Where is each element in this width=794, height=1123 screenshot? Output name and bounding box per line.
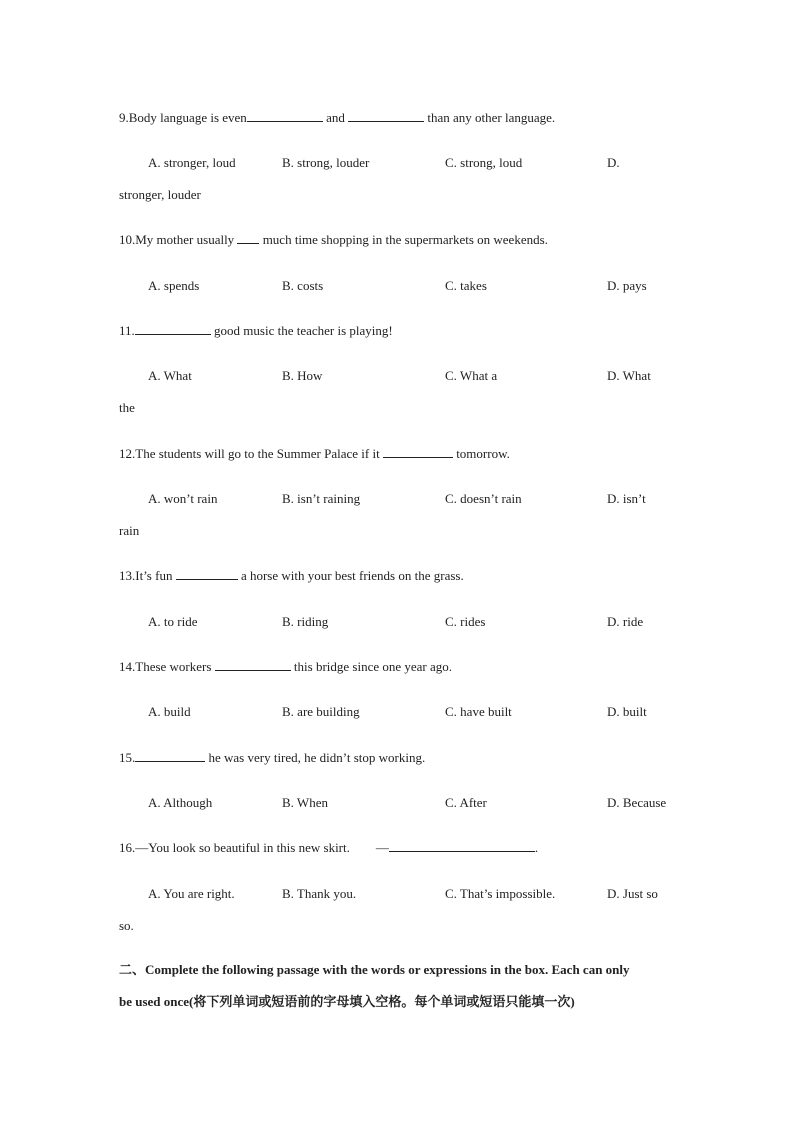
- q9-text-3: than any other language.: [424, 110, 556, 125]
- q11-option-d-wrap: the: [119, 400, 135, 415]
- q12-option-d: D. isn’t: [607, 491, 646, 506]
- q13-option-d: D. ride: [607, 614, 644, 629]
- q16-option-c: C. That’s impossible.: [445, 886, 556, 901]
- q14-text-2: this bridge since one year ago.: [290, 659, 453, 674]
- q12-blank: [383, 446, 453, 458]
- q10-option-b: B. costs: [282, 278, 324, 293]
- q16-option-d: D. Just so: [607, 886, 658, 901]
- q10-option-a: A. spends: [148, 278, 200, 293]
- q9-option-a: A. stronger, loud: [148, 155, 236, 170]
- q12-option-d-wrap: rain: [119, 523, 140, 538]
- q15-option-d: D. Because: [607, 795, 667, 810]
- question-11-stem: [119, 323, 393, 339]
- q9-option-c: C. strong, loud: [445, 155, 523, 170]
- q15-text-1: 15.: [119, 750, 136, 765]
- q9-option-d: D.: [607, 155, 620, 170]
- q15-blank: [135, 750, 205, 762]
- q13-option-a: A. to ride: [148, 614, 198, 629]
- q9-text-1: 9.Body language is even: [119, 110, 247, 125]
- q16-option-b: B. Thank you.: [282, 886, 357, 901]
- q11-option-d: D. What: [607, 368, 651, 383]
- question-16-stem: [119, 840, 538, 856]
- q13-option-b: B. riding: [282, 614, 329, 629]
- section-heading-line-1: 二、Complete the following passage with the words or expressions in the box. Each can only: [119, 962, 630, 977]
- q14-option-a: A. build: [148, 704, 191, 719]
- q14-option-d: D. built: [607, 704, 647, 719]
- q10-blank: [237, 232, 259, 244]
- q14-text-1: 14.These workers: [119, 659, 215, 674]
- q13-blank: [176, 568, 238, 580]
- q16-option-d-wrap: so.: [119, 918, 134, 933]
- q12-text-2: tomorrow.: [452, 446, 510, 461]
- question-9-stem: [119, 110, 555, 126]
- q11-text-1: 11.: [119, 323, 135, 338]
- q10-option-d: D. pays: [607, 278, 647, 293]
- q10-text-2: much time shopping in the supermarkets on weekends.: [259, 232, 548, 247]
- q13-text-2: a horse with your best friends on the grass.: [237, 568, 464, 583]
- question-14-stem: [119, 659, 452, 675]
- q12-option-c: C. doesn’t rain: [445, 491, 522, 506]
- q14-blank: [215, 659, 291, 671]
- q9-blank-1: [247, 110, 323, 122]
- q12-option-b: B. isn’t raining: [282, 491, 361, 506]
- q15-option-b: B. When: [282, 795, 328, 810]
- q11-blank: [135, 323, 211, 335]
- q9-option-b: B. strong, louder: [282, 155, 370, 170]
- question-12-stem: [119, 446, 510, 462]
- q9-text-2: and: [322, 110, 349, 125]
- q9-blank-2: [348, 110, 424, 122]
- q14-option-c: C. have built: [445, 704, 512, 719]
- q15-option-c: C. After: [445, 795, 487, 810]
- q12-text-1: 12.The students will go to the Summer Palace if it: [119, 446, 383, 461]
- q9-option-d-wrap: stronger, louder: [119, 187, 201, 202]
- question-13-stem: [119, 568, 464, 584]
- q12-option-a: A. won’t rain: [148, 491, 218, 506]
- question-15-stem: [119, 750, 425, 766]
- q10-text-1: 10.My mother usually: [119, 232, 238, 247]
- q11-option-b: B. How: [282, 368, 323, 383]
- question-10-stem: [119, 232, 548, 248]
- q11-option-c: C. What a: [445, 368, 498, 383]
- q13-option-c: C. rides: [445, 614, 486, 629]
- q16-text-1: 16.—You look so beautiful in this new skirt. —: [119, 840, 389, 855]
- q15-option-a: A. Although: [148, 795, 213, 810]
- q10-option-c: C. takes: [445, 278, 487, 293]
- section-heading-line-2: be used once(将下列单词或短语前的字母填入空格。每个单词或短语只能填一次): [119, 994, 575, 1009]
- q14-option-b: B. are building: [282, 704, 360, 719]
- q13-text-1: 13.It’s fun: [119, 568, 176, 583]
- q16-blank: [389, 840, 535, 852]
- q16-text-2: .: [534, 840, 539, 855]
- q15-text-2: he was very tired, he didn’t stop working.: [205, 750, 426, 765]
- q11-text-2: good music the teacher is playing!: [210, 323, 393, 338]
- q11-option-a: A. What: [148, 368, 192, 383]
- q16-option-a: A. You are right.: [148, 886, 235, 901]
